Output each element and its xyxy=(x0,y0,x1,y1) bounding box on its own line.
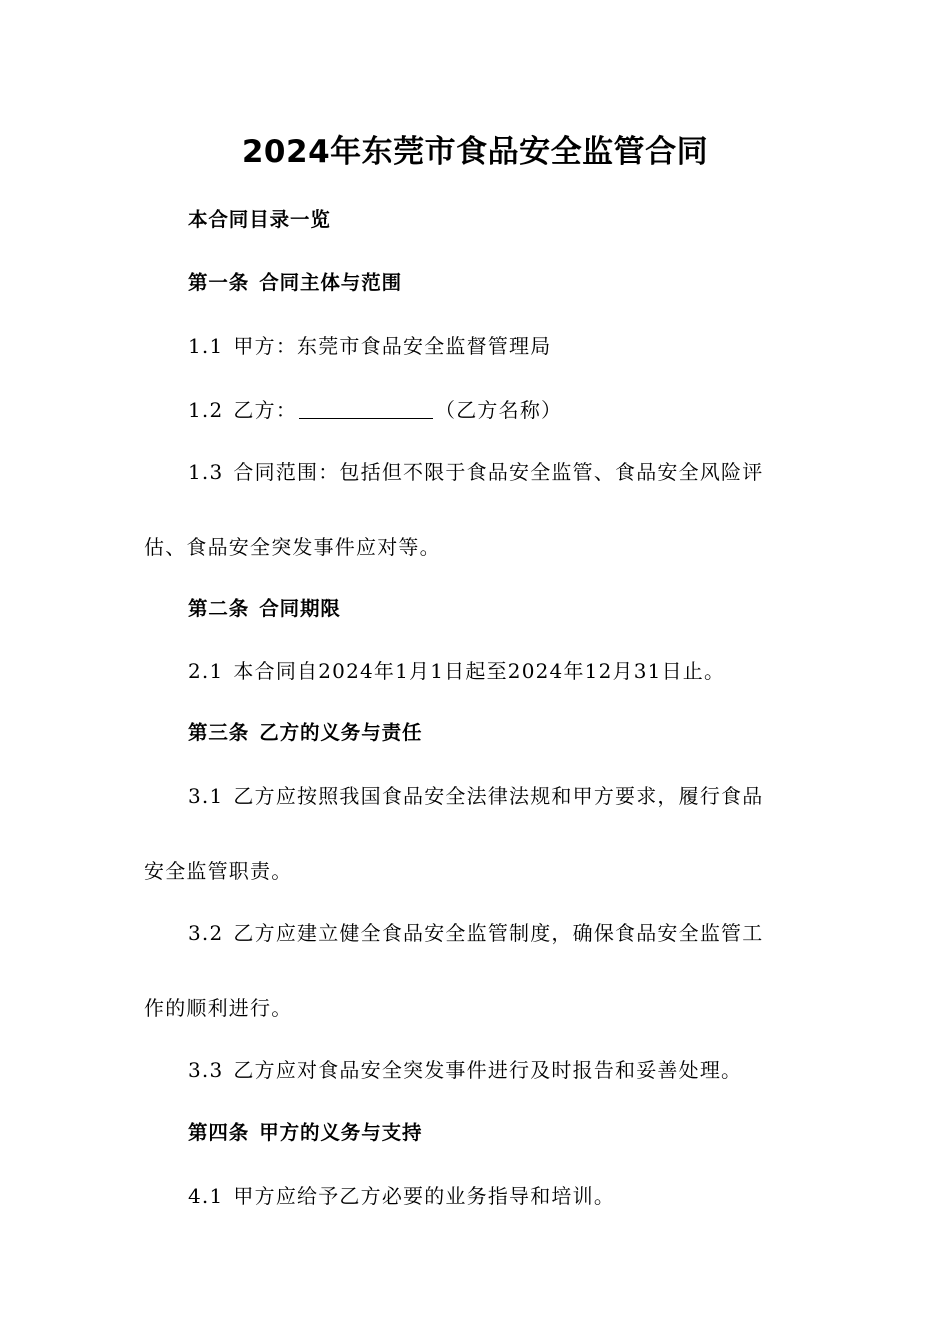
clause-text: 乙方应建立健全食品安全监管制度，确保食品安全监管工 xyxy=(233,921,764,945)
article-title: 合同主体与范围 xyxy=(259,271,403,294)
clause-number: 3.3 xyxy=(188,1058,224,1082)
party-b-name-blank xyxy=(299,396,433,419)
clause-2-1 xyxy=(188,656,725,686)
clause-3-3 xyxy=(188,1055,742,1085)
clause-text: 乙方应对食品安全突发事件进行及时报告和妥善处理。 xyxy=(233,1058,743,1082)
clause-number: 1.1 xyxy=(188,334,224,358)
clause-4-1 xyxy=(188,1181,615,1211)
document-title: 2024年东莞市食品安全监管合同 xyxy=(241,134,709,170)
clause-text: 甲方应给予乙方必要的业务指导和培训。 xyxy=(233,1184,616,1208)
article-number: 第四条 xyxy=(188,1121,250,1144)
article-4-heading xyxy=(188,1118,422,1148)
clause-number: 3.1 xyxy=(188,784,224,808)
clause-3-2-continued: 作的顺利进行。 xyxy=(144,996,293,1020)
article-2-heading xyxy=(188,594,341,624)
article-number: 第二条 xyxy=(188,597,250,620)
clause-number: 3.2 xyxy=(188,921,224,945)
article-3-heading xyxy=(188,718,422,748)
clause-1-3 xyxy=(188,457,763,487)
clause-text: 甲方：东莞市食品安全监督管理局 xyxy=(233,334,552,358)
article-number: 第一条 xyxy=(188,271,250,294)
clause-number: 4.1 xyxy=(188,1184,224,1208)
article-number: 第三条 xyxy=(188,721,250,744)
article-title: 甲方的义务与支持 xyxy=(259,1121,423,1144)
clause-text-suffix: （乙方名称） xyxy=(435,398,563,422)
clause-text: 本合同自2024年1月1日起至2024年12月31日止。 xyxy=(233,659,726,683)
clause-text: 合同范围：包括但不限于食品安全监管、食品安全风险评 xyxy=(233,460,764,484)
article-title: 合同期限 xyxy=(259,597,341,620)
clause-1-2 xyxy=(188,394,562,425)
clause-1-3-continued: 估、食品安全突发事件应对等。 xyxy=(144,535,441,559)
clause-number: 1.3 xyxy=(188,460,224,484)
clause-text-prefix: 乙方： xyxy=(233,398,298,422)
clause-3-2 xyxy=(188,918,763,948)
clause-text: 乙方应按照我国食品安全法律法规和甲方要求，履行食品 xyxy=(233,784,764,808)
clause-number: 2.1 xyxy=(188,659,224,683)
toc-heading: 本合同目录一览 xyxy=(188,208,331,231)
clause-1-1 xyxy=(188,331,551,361)
article-title: 乙方的义务与责任 xyxy=(259,721,423,744)
clause-number: 1.2 xyxy=(188,398,224,422)
clause-3-1-continued: 安全监管职责。 xyxy=(144,859,293,883)
article-1-heading xyxy=(188,268,402,298)
clause-3-1 xyxy=(188,781,763,811)
